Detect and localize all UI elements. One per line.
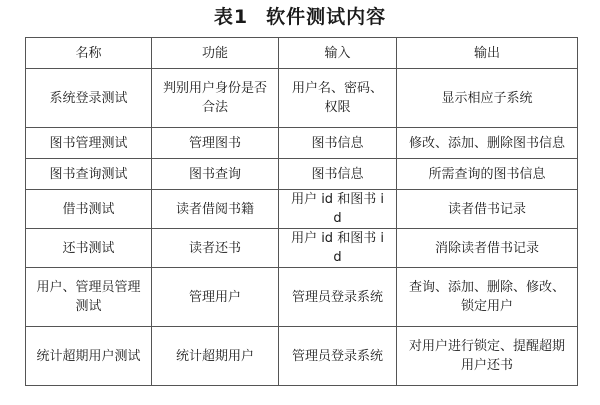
cell-name: 统计超期用户测试 (26, 327, 152, 386)
cell-input: 管理员登录系统 (279, 268, 397, 327)
software-test-table (25, 37, 578, 386)
table-caption (0, 4, 600, 30)
cell-function: 读者借阅书籍 (152, 190, 279, 229)
table-row (26, 190, 578, 229)
cell-name: 借书测试 (26, 190, 152, 229)
cell-name: 用户、管理员管理测试 (26, 268, 152, 327)
table-row (26, 159, 578, 190)
cell-output: 显示相应子系统 (397, 69, 578, 128)
table-header-row (26, 38, 578, 69)
cell-name: 图书查询测试 (26, 159, 152, 190)
cell-output: 查询、添加、删除、修改、锁定用户 (397, 268, 578, 327)
cell-input: 用户 id 和图书 id (279, 229, 397, 268)
cell-input: 用户名、密码、权限 (279, 69, 397, 128)
cell-output: 对用户进行锁定、提醒超期用户还书 (397, 327, 578, 386)
header-name: 名称 (26, 38, 152, 69)
table-row (26, 327, 578, 386)
table-row (26, 229, 578, 268)
header-function: 功能 (152, 38, 279, 69)
cell-name: 系统登录测试 (26, 69, 152, 128)
table-row (26, 69, 578, 128)
table-number: 表1 (213, 6, 249, 28)
cell-output: 读者借书记录 (397, 190, 578, 229)
cell-function: 判别用户身份是否合法 (152, 69, 279, 128)
cell-function: 图书查询 (152, 159, 279, 190)
cell-function: 管理用户 (152, 268, 279, 327)
cell-input: 用户 id 和图书 id (279, 190, 397, 229)
cell-input: 管理员登录系统 (279, 327, 397, 386)
cell-function: 管理图书 (152, 128, 279, 159)
cell-output: 修改、添加、删除图书信息 (397, 128, 578, 159)
header-output: 输出 (397, 38, 578, 69)
cell-name: 图书管理测试 (26, 128, 152, 159)
cell-function: 统计超期用户 (152, 327, 279, 386)
cell-input: 图书信息 (279, 159, 397, 190)
cell-input: 图书信息 (279, 128, 397, 159)
table-row (26, 268, 578, 327)
cell-function: 读者还书 (152, 229, 279, 268)
table-row (26, 128, 578, 159)
cell-name: 还书测试 (26, 229, 152, 268)
cell-output: 消除读者借书记录 (397, 229, 578, 268)
header-input: 输入 (279, 38, 397, 69)
table-title: 软件测试内容 (266, 6, 387, 28)
cell-output: 所需查询的图书信息 (397, 159, 578, 190)
